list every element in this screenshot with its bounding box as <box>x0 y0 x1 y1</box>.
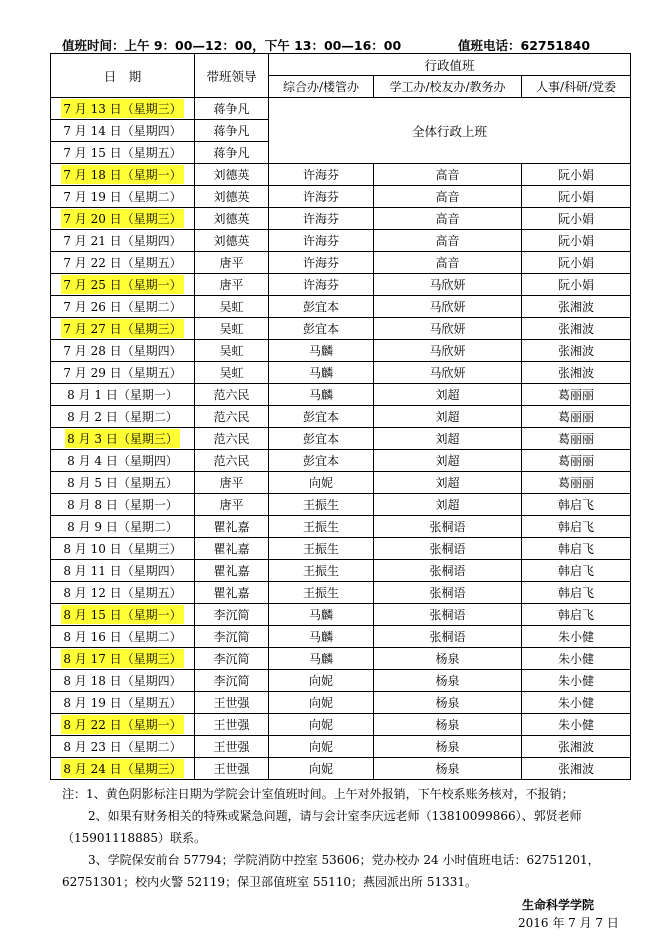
student-office-cell: 马欣妍 <box>374 296 522 318</box>
leader-cell: 唐平 <box>195 274 269 296</box>
highlighted-date: 7 月 13 日（星期三） <box>61 99 183 118</box>
general-office-cell: 向妮 <box>269 758 374 780</box>
date-text: 7 月 19 日（星期二） <box>63 190 182 204</box>
general-office-cell: 马麟 <box>269 626 374 648</box>
leader-cell: 王世强 <box>195 714 269 736</box>
highlighted-date: 7 月 20 日（星期三） <box>61 209 183 228</box>
leader-cell: 唐平 <box>195 252 269 274</box>
date-cell <box>51 274 195 296</box>
signature-date: 2016 年 7 月 7 日 <box>518 916 619 930</box>
personnel-cell: 阮小娟 <box>522 252 631 274</box>
leader-cell: 瞿礼嘉 <box>195 582 269 604</box>
general-office-cell: 王振生 <box>269 538 374 560</box>
table-row <box>51 208 631 230</box>
table-row <box>51 582 631 604</box>
table-row <box>51 714 631 736</box>
general-office-cell: 彭宜本 <box>269 450 374 472</box>
table-row <box>51 428 631 450</box>
general-office-cell: 许海芬 <box>269 186 374 208</box>
student-office-cell: 马欣妍 <box>374 274 522 296</box>
personnel-cell: 韩启飞 <box>522 582 631 604</box>
general-office-cell: 许海芬 <box>269 164 374 186</box>
leader-cell: 王世强 <box>195 758 269 780</box>
leader-cell: 蒋争凡 <box>195 98 269 120</box>
personnel-cell: 张湘波 <box>522 318 631 340</box>
leader-cell: 范六民 <box>195 428 269 450</box>
date-cell <box>51 164 195 186</box>
column-header-leader: 带班领导 <box>195 54 269 98</box>
column-header-personnel: 人事/科研/党委 <box>522 76 631 98</box>
date-cell <box>51 692 195 714</box>
column-header-admin: 行政值班 <box>269 54 631 76</box>
student-office-cell: 高音 <box>374 230 522 252</box>
duty-time: 值班时间：上午 9：00—12：00，下午 13：00—16：00 <box>62 38 402 53</box>
leader-cell: 吴虹 <box>195 318 269 340</box>
table-row <box>51 692 631 714</box>
highlighted-date: 8 月 24 日（星期三） <box>61 759 183 778</box>
date-cell <box>51 142 195 164</box>
student-office-cell: 张桐语 <box>374 560 522 582</box>
leader-cell: 李沉简 <box>195 648 269 670</box>
date-text: 8 月 23 日（星期二） <box>63 740 182 754</box>
date-text: 8 月 1 日（星期一） <box>67 388 178 402</box>
student-office-cell: 高音 <box>374 252 522 274</box>
highlighted-date: 8 月 15 日（星期一） <box>61 605 183 624</box>
personnel-cell: 朱小健 <box>522 692 631 714</box>
student-office-cell: 刘超 <box>374 450 522 472</box>
date-cell <box>51 736 195 758</box>
date-cell <box>51 98 195 120</box>
student-office-cell: 张桐语 <box>374 626 522 648</box>
table-row <box>51 318 631 340</box>
student-office-cell: 杨泉 <box>374 692 522 714</box>
personnel-cell: 张湘波 <box>522 362 631 384</box>
leader-cell: 刘德英 <box>195 208 269 230</box>
table-row <box>51 384 631 406</box>
duty-schedule-table <box>50 53 631 780</box>
table-row <box>51 648 631 670</box>
date-text: 8 月 9 日（星期二） <box>67 520 178 534</box>
column-header-date: 日 期 <box>51 54 195 98</box>
general-office-cell: 王振生 <box>269 582 374 604</box>
leader-cell: 唐平 <box>195 472 269 494</box>
date-cell <box>51 538 195 560</box>
personnel-cell: 张湘波 <box>522 758 631 780</box>
date-cell <box>51 208 195 230</box>
table-row <box>51 450 631 472</box>
leader-cell: 刘德英 <box>195 230 269 252</box>
personnel-cell: 韩启飞 <box>522 560 631 582</box>
table-row <box>51 164 631 186</box>
general-office-cell: 向妮 <box>269 714 374 736</box>
date-text: 8 月 11 日（星期四） <box>63 564 182 578</box>
personnel-cell: 葛丽丽 <box>522 384 631 406</box>
table-row <box>51 758 631 780</box>
note-1: 注：1、黄色阴影标注日期为学院会计室值班时间。上午对外报销，下午校系账务核对，不报销； <box>62 787 574 801</box>
student-office-cell: 张桐语 <box>374 516 522 538</box>
table-row <box>51 494 631 516</box>
leader-cell: 范六民 <box>195 406 269 428</box>
general-office-cell: 彭宜本 <box>269 296 374 318</box>
date-text: 7 月 15 日（星期五） <box>63 146 182 160</box>
date-cell <box>51 406 195 428</box>
general-office-cell: 许海芬 <box>269 252 374 274</box>
personnel-cell: 朱小健 <box>522 714 631 736</box>
student-office-cell: 刘超 <box>374 384 522 406</box>
column-header-student-office: 学工办/校友办/教务办 <box>374 76 522 98</box>
general-office-cell: 王振生 <box>269 494 374 516</box>
general-office-cell: 王振生 <box>269 560 374 582</box>
date-cell <box>51 516 195 538</box>
date-cell <box>51 604 195 626</box>
leader-cell: 瞿礼嘉 <box>195 516 269 538</box>
leader-cell: 蒋争凡 <box>195 142 269 164</box>
general-office-cell: 马麟 <box>269 648 374 670</box>
date-text: 8 月 5 日（星期五） <box>67 476 178 490</box>
leader-cell: 刘德英 <box>195 164 269 186</box>
date-cell <box>51 582 195 604</box>
date-cell <box>51 494 195 516</box>
table-row <box>51 736 631 758</box>
student-office-cell: 高音 <box>374 164 522 186</box>
date-cell <box>51 186 195 208</box>
leader-cell: 范六民 <box>195 450 269 472</box>
leader-cell: 蒋争凡 <box>195 120 269 142</box>
general-office-cell: 彭宜本 <box>269 428 374 450</box>
personnel-cell: 阮小娟 <box>522 208 631 230</box>
date-cell <box>51 230 195 252</box>
student-office-cell: 刘超 <box>374 406 522 428</box>
personnel-cell: 葛丽丽 <box>522 450 631 472</box>
leader-cell: 王世强 <box>195 692 269 714</box>
general-office-cell: 彭宜本 <box>269 406 374 428</box>
date-cell <box>51 648 195 670</box>
date-cell <box>51 714 195 736</box>
date-cell <box>51 296 195 318</box>
date-cell <box>51 758 195 780</box>
personnel-cell: 阮小娟 <box>522 186 631 208</box>
personnel-cell: 朱小健 <box>522 670 631 692</box>
personnel-cell: 韩启飞 <box>522 494 631 516</box>
leader-cell: 吴虹 <box>195 340 269 362</box>
personnel-cell: 张湘波 <box>522 736 631 758</box>
signature-org: 生命科学学院 <box>522 898 595 912</box>
note-3-cont: 62751301；校内火警 52119；保卫部值班室 55110；燕园派出所 51331。 <box>62 875 478 889</box>
personnel-cell: 朱小健 <box>522 626 631 648</box>
date-text: 7 月 14 日（星期四） <box>63 124 182 138</box>
student-office-cell: 杨泉 <box>374 670 522 692</box>
general-office-cell: 马麟 <box>269 340 374 362</box>
table-row <box>51 538 631 560</box>
table-row <box>51 186 631 208</box>
table-row <box>51 274 631 296</box>
general-office-cell: 马麟 <box>269 384 374 406</box>
student-office-cell: 刘超 <box>374 472 522 494</box>
student-office-cell: 杨泉 <box>374 714 522 736</box>
highlighted-date: 7 月 25 日（星期一） <box>61 275 183 294</box>
date-cell <box>51 384 195 406</box>
date-cell <box>51 450 195 472</box>
note-2: 2、如果有财务相关的特殊或紧急问题，请与会计室李庆远老师（13810099866）、郭贤老师 <box>88 809 582 823</box>
date-text: 8 月 4 日（星期四） <box>67 454 178 468</box>
date-cell <box>51 428 195 450</box>
date-cell <box>51 670 195 692</box>
personnel-cell: 葛丽丽 <box>522 428 631 450</box>
general-office-cell: 许海芬 <box>269 208 374 230</box>
leader-cell: 唐平 <box>195 494 269 516</box>
general-office-cell: 向妮 <box>269 736 374 758</box>
leader-cell: 范六民 <box>195 384 269 406</box>
general-office-cell: 向妮 <box>269 472 374 494</box>
general-office-cell: 王振生 <box>269 516 374 538</box>
date-text: 8 月 16 日（星期二） <box>63 630 182 644</box>
date-text: 8 月 12 日（星期五） <box>63 586 182 600</box>
personnel-cell: 张湘波 <box>522 296 631 318</box>
general-office-cell: 马麟 <box>269 362 374 384</box>
student-office-cell: 张桐语 <box>374 582 522 604</box>
student-office-cell: 马欣妍 <box>374 340 522 362</box>
student-office-cell: 马欣妍 <box>374 318 522 340</box>
table-row <box>51 560 631 582</box>
personnel-cell: 阮小娟 <box>522 274 631 296</box>
student-office-cell: 马欣妍 <box>374 362 522 384</box>
highlighted-date: 7 月 18 日（星期一） <box>61 165 183 184</box>
leader-cell: 王世强 <box>195 736 269 758</box>
general-office-cell: 许海芬 <box>269 274 374 296</box>
table-row <box>51 362 631 384</box>
student-office-cell: 杨泉 <box>374 648 522 670</box>
general-office-cell: 彭宜本 <box>269 318 374 340</box>
general-office-cell: 许海芬 <box>269 230 374 252</box>
notes-section <box>62 783 622 893</box>
personnel-cell: 阮小娟 <box>522 230 631 252</box>
date-cell <box>51 318 195 340</box>
table-row <box>51 406 631 428</box>
student-office-cell: 高音 <box>374 186 522 208</box>
personnel-cell: 韩启飞 <box>522 604 631 626</box>
student-office-cell: 刘超 <box>374 494 522 516</box>
date-cell <box>51 626 195 648</box>
leader-cell: 瞿礼嘉 <box>195 538 269 560</box>
leader-cell: 吴虹 <box>195 362 269 384</box>
personnel-cell: 张湘波 <box>522 340 631 362</box>
table-row <box>51 98 631 120</box>
table-row <box>51 516 631 538</box>
date-text: 8 月 18 日（星期四） <box>63 674 182 688</box>
note-2-cont: （15901118885）联系。 <box>62 831 206 845</box>
date-text: 8 月 10 日（星期三） <box>63 542 182 556</box>
personnel-cell: 韩启飞 <box>522 516 631 538</box>
duty-table-body <box>51 98 631 780</box>
highlighted-date: 7 月 27 日（星期三） <box>61 319 183 338</box>
general-office-cell: 向妮 <box>269 692 374 714</box>
personnel-cell: 韩启飞 <box>522 538 631 560</box>
leader-cell: 吴虹 <box>195 296 269 318</box>
personnel-cell: 葛丽丽 <box>522 406 631 428</box>
personnel-cell: 葛丽丽 <box>522 472 631 494</box>
duty-phone: 值班电话：62751840 <box>458 38 591 53</box>
leader-cell: 李沉简 <box>195 670 269 692</box>
table-row <box>51 252 631 274</box>
table-row <box>51 626 631 648</box>
date-cell <box>51 362 195 384</box>
date-cell <box>51 120 195 142</box>
date-cell <box>51 472 195 494</box>
date-cell <box>51 252 195 274</box>
student-office-cell: 杨泉 <box>374 736 522 758</box>
all-admin-on-duty: 全体行政上班 <box>269 98 631 164</box>
personnel-cell: 阮小娟 <box>522 164 631 186</box>
highlighted-date: 8 月 17 日（星期三） <box>61 649 183 668</box>
general-office-cell: 向妮 <box>269 670 374 692</box>
student-office-cell: 杨泉 <box>374 758 522 780</box>
leader-cell: 李沉简 <box>195 626 269 648</box>
date-text: 8 月 8 日（星期一） <box>67 498 178 512</box>
student-office-cell: 张桐语 <box>374 538 522 560</box>
student-office-cell: 刘超 <box>374 428 522 450</box>
date-text: 7 月 26 日（星期二） <box>63 300 182 314</box>
general-office-cell: 马麟 <box>269 604 374 626</box>
student-office-cell: 高音 <box>374 208 522 230</box>
date-cell <box>51 340 195 362</box>
date-text: 7 月 29 日（星期五） <box>63 366 182 380</box>
date-text: 7 月 28 日（星期四） <box>63 344 182 358</box>
column-header-general-office: 综合办/楼管办 <box>269 76 374 98</box>
date-text: 7 月 21 日（星期四） <box>63 234 182 248</box>
date-text: 8 月 19 日（星期五） <box>63 696 182 710</box>
student-office-cell: 张桐语 <box>374 604 522 626</box>
duty-header <box>62 36 622 54</box>
date-text: 8 月 2 日（星期二） <box>67 410 178 424</box>
leader-cell: 瞿礼嘉 <box>195 560 269 582</box>
leader-cell: 李沉简 <box>195 604 269 626</box>
highlighted-date: 8 月 3 日（星期三） <box>65 429 180 448</box>
table-row <box>51 230 631 252</box>
table-row <box>51 670 631 692</box>
table-row <box>51 296 631 318</box>
personnel-cell: 朱小健 <box>522 648 631 670</box>
table-row <box>51 604 631 626</box>
date-text: 7 月 22 日（星期五） <box>63 256 182 270</box>
table-row <box>51 340 631 362</box>
table-row <box>51 472 631 494</box>
note-3: 3、学院保安前台 57794；学院消防中控室 53606；党办校办 24 小时值班电话：62751201， <box>88 853 600 867</box>
date-cell <box>51 560 195 582</box>
leader-cell: 刘德英 <box>195 186 269 208</box>
highlighted-date: 8 月 22 日（星期一） <box>61 715 183 734</box>
